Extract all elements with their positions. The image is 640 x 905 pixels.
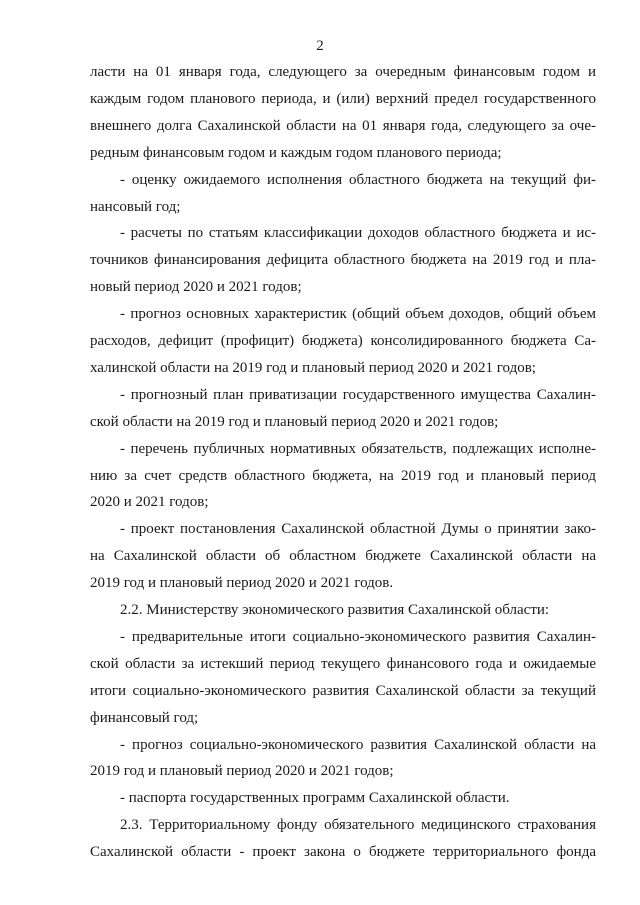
text-line: нию за счет средств областного бюджета, на 2019 год и плановый период: [90, 467, 596, 484]
text-line: 2019 год и плановый период 2020 и 2021 годов;: [90, 763, 394, 780]
text-line: новый период 2020 и 2021 годов;: [90, 279, 302, 296]
text-line: на Сахалинской области об областном бюджете Сахалинской области на: [90, 548, 596, 565]
text-line: Сахалинской области - проект закона о бюджете территориального фонда: [90, 844, 596, 861]
text-line: - прогнозный план приватизации государственного имущества Сахалин-: [120, 386, 596, 403]
text-line: - паспорта государственных программ Сахалинской области.: [120, 790, 510, 807]
text-line: ласти на 01 января года, следующего за очередным финансовым годом и: [90, 64, 596, 80]
text-line: редным финансовым годом и каждым годом планового периода;: [90, 144, 502, 161]
text-line: итоги социально-экономического развития Сахалинской области за текущий: [90, 682, 596, 699]
text-line: - расчеты по статьям классификации доходов областного бюджета и ис-: [120, 225, 596, 242]
text-line: 2.3. Территориальному фонду обязательного медицинского страхования: [120, 817, 596, 834]
text-line: 2019 год и плановый период 2020 и 2021 годов.: [90, 575, 394, 592]
text-line: - оценку ожидаемого исполнения областного бюджета на текущий фи-: [120, 171, 596, 188]
text-line: каждым годом планового периода, и (или) верхний предел государственного: [90, 90, 596, 107]
text-line: халинской области на 2019 год и плановый период 2020 и 2021 годов;: [90, 359, 536, 376]
text-line: расходов, дефицит (профицит) бюджета) консолидированного бюджета Са-: [90, 333, 596, 349]
text-line: - проект постановления Сахалинской областной Думы о принятии зако-: [120, 521, 596, 538]
text-line: - прогноз социально-экономического развития Сахалинской области на: [120, 736, 596, 753]
text-line: - предварительные итоги социально-экономического развития Сахалин-: [120, 628, 596, 645]
text-line: точников финансирования дефицита областного бюджета на 2019 год и пла-: [90, 252, 596, 269]
text-line: ской области на 2019 год и плановый период 2020 и 2021 годов;: [90, 413, 499, 430]
text-line: 2.2. Министерству экономического развития Сахалинской области:: [120, 602, 550, 618]
text-line: 2020 и 2021 годов;: [90, 494, 209, 511]
text-line: - прогноз основных характеристик (общий объем доходов, общий объем: [120, 306, 596, 323]
page-number: 2: [316, 38, 324, 54]
text-line: нансовый год;: [90, 198, 181, 215]
text-line: внешнего долга Сахалинской области на 01 января года, следующего за оче-: [90, 117, 596, 134]
text-line: - перечень публичных нормативных обязательств, подлежащих исполне-: [120, 440, 596, 457]
text-line: ской области за истекший период текущего финансового года и ожидаемые: [90, 655, 596, 672]
text-line: финансовый год;: [90, 709, 199, 726]
